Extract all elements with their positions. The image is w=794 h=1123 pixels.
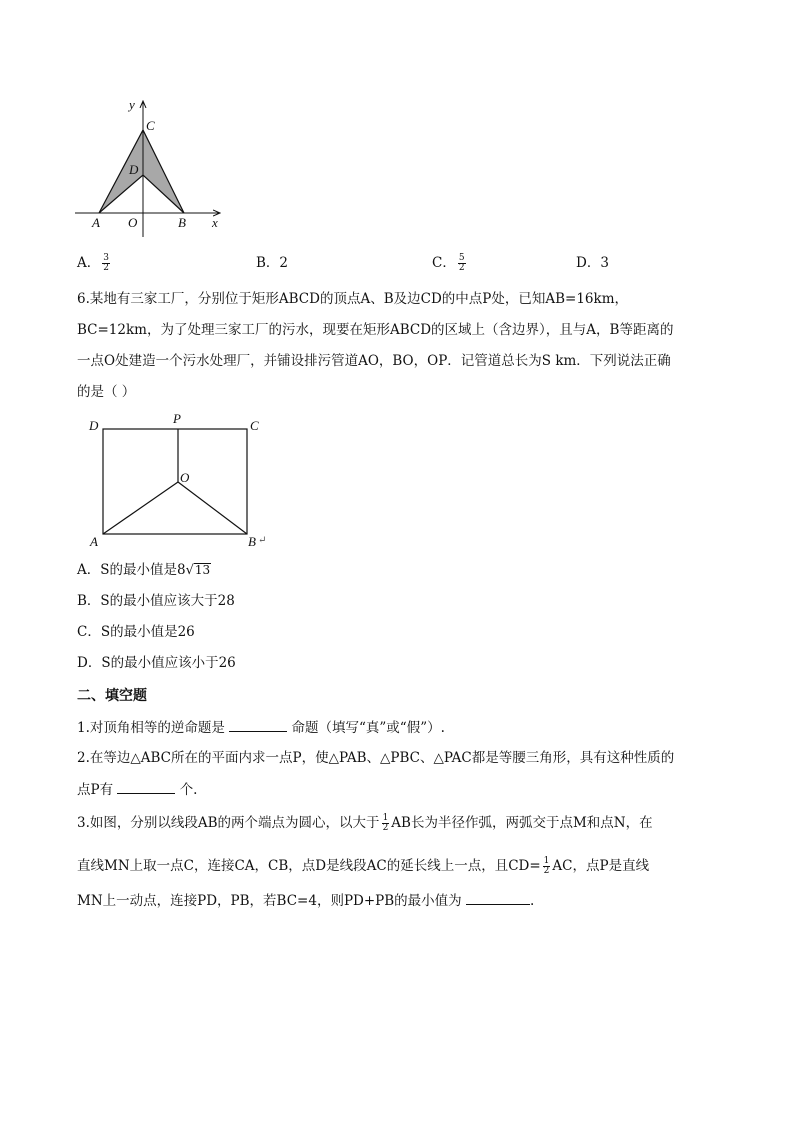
fill2-text-before: 点P有 [77, 782, 114, 798]
q5-label-o: O [128, 215, 138, 230]
q6-text-line3: 一点O处建造一个污水处理厂，并铺设排污管道AO，BO，OP．记管道总长为S km．下列说法正确 [77, 353, 671, 369]
q6-option-a-coef: 8 [177, 562, 186, 578]
q5-option-c [432, 253, 468, 273]
q6-figure [95, 420, 255, 545]
q6-segment-ao [103, 482, 178, 534]
return-mark-icon: ↵ [258, 535, 267, 546]
q5-option-a-fraction [102, 254, 110, 273]
q5-shaded-region [99, 130, 184, 213]
q6-option-c: C．S的最小值是26 [77, 624, 195, 640]
q6-label-b: B [248, 534, 256, 549]
q6-label-p: P [173, 411, 181, 426]
fill1-answer-blank[interactable] [229, 717, 287, 732]
q6-segment-bo [178, 482, 247, 534]
q6-text-line2: BC=12km，为了处理三家工厂的污水，现要在矩形ABCD的区域上（含边界），且与A，B等距离的 [77, 322, 674, 338]
fill2-text-after: 个. [179, 782, 198, 798]
fill3-text-l1-after: AB长为半径作弧，两弧交于点M和点N，在 [391, 815, 653, 831]
fill2-line2 [77, 779, 197, 800]
fill3-line2 [77, 856, 649, 876]
q5-option-d: D．3 [576, 255, 609, 271]
q6-option-a-radicand: 13 [194, 563, 211, 577]
q5-label-y: y [129, 97, 135, 112]
fraction-numerator: 3 [103, 253, 109, 263]
fill3-fraction-half-2 [543, 857, 551, 876]
fill1-text-before: 1.对顶角相等的逆命题是 [77, 720, 225, 736]
q5-option-b: B．2 [256, 255, 289, 271]
fill3-text-l2-after: AC，点P是直线 [552, 858, 650, 874]
fill3-text-l3-after: . [529, 893, 535, 909]
fill2-answer-blank[interactable] [117, 779, 175, 794]
q6-text-line1: 6.某地有三家工厂，分别位于矩形ABCD的顶点A、B及边CD的中点P处，已知AB=16km， [77, 291, 629, 307]
q5-option-a-label: A． [77, 255, 101, 271]
section-heading: 二、填空题 [77, 688, 147, 704]
q6-option-d: D．S的最小值应该小于26 [77, 655, 236, 671]
q6-option-a [77, 560, 211, 581]
fill3-text-l3-before: MN上一动点，连接PD，PB，若BC=4，则PD+PB的最小值为 [77, 893, 462, 909]
q6-label-d: D [89, 418, 99, 433]
fill3-line3 [77, 890, 534, 911]
fraction-numerator: 5 [458, 253, 465, 263]
q6-figure-svg [95, 420, 255, 545]
fill3-answer-blank[interactable] [466, 890, 530, 905]
q5-option-c-fraction [458, 254, 466, 273]
q6-label-a: A [90, 534, 98, 549]
fraction-denominator: 2 [382, 823, 389, 833]
q5-option-c-label: C． [432, 255, 456, 271]
q5-option-a [77, 253, 112, 273]
fill3-fraction-half [382, 814, 390, 833]
fill3-text-l1-before: 3.如图，分别以线段AB的两个端点为圆心，以大于 [77, 815, 380, 831]
fill1-line [77, 717, 445, 738]
fill1-text-after: 命题（填写“真”或“假”）. [291, 720, 445, 736]
q6-label-o: O [180, 470, 190, 485]
q6-option-a-text: A．S的最小值是 [77, 562, 177, 578]
q5-label-c: C [146, 118, 155, 133]
q6-label-c: C [250, 418, 259, 433]
fill3-line1 [77, 813, 653, 833]
fraction-denominator: 2 [543, 866, 550, 876]
q5-label-d: D [129, 162, 139, 177]
q5-label-a: A [92, 215, 100, 230]
q5-label-b: B [178, 215, 186, 230]
fraction-denominator: 2 [103, 263, 109, 273]
fill3-text-l2-before: 直线MN上取一点C，连接CA，CB，点D是线段AC的延长线上一点，且CD= [77, 858, 541, 874]
sqrt-icon: √ [185, 563, 194, 578]
fraction-denominator: 2 [458, 263, 465, 273]
q6-option-b: B．S的最小值应该大于28 [77, 593, 235, 609]
q5-label-x: x [212, 215, 218, 230]
fill2-line1: 2.在等边△ABC所在的平面内求一点P，使△PAB、△PBC、△PAC都是等腰三角形，具有这种性质的 [77, 750, 675, 766]
fraction-numerator: 1 [543, 856, 550, 866]
fraction-numerator: 1 [382, 813, 389, 823]
q6-text-line4: 的是（ ） [77, 384, 136, 400]
